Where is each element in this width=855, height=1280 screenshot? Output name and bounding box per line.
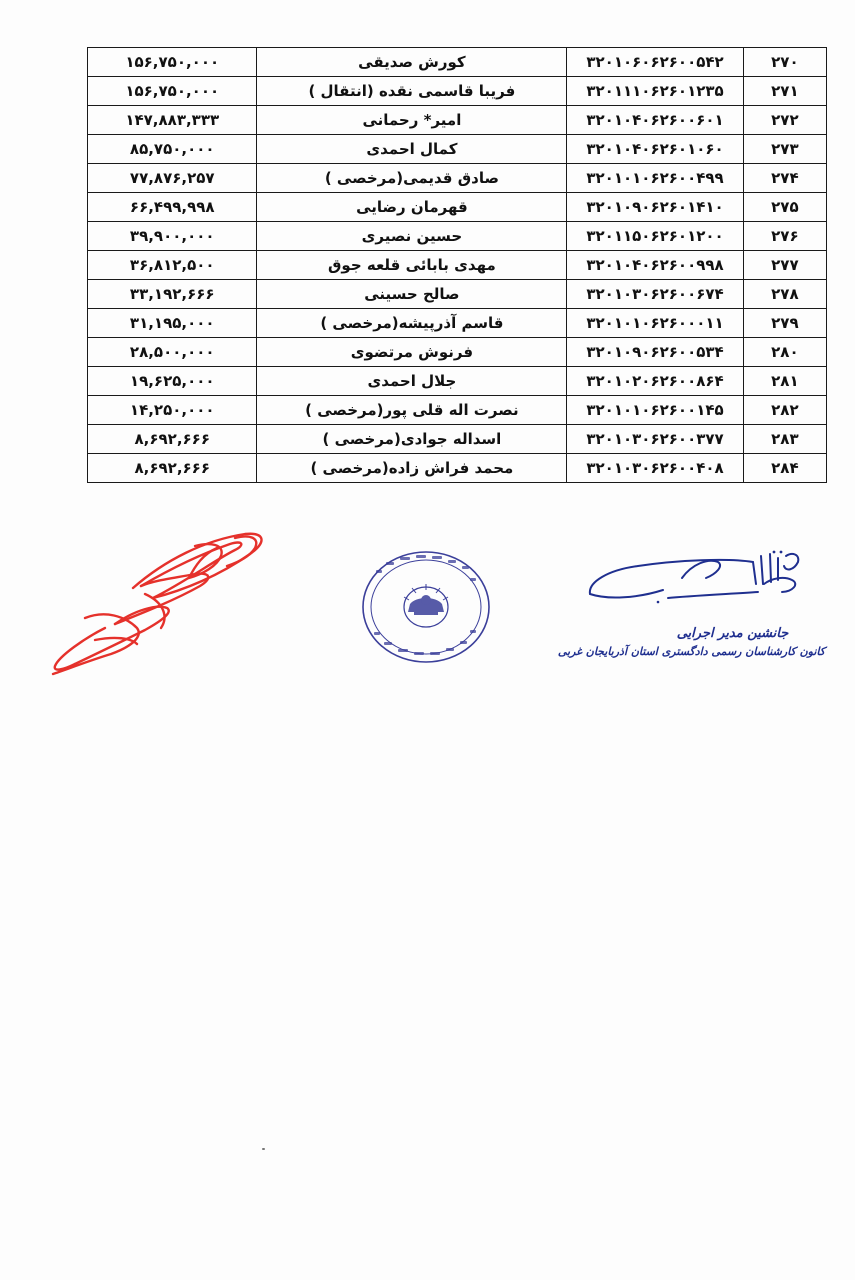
table-row [88,222,827,251]
amount-cell: ۳۱,۱۹۵,۰۰۰ [88,309,257,338]
code-cell: ۳۲۰۱۰۱۰۶۲۶۰۰۱۴۵ [567,396,743,425]
code-cell: ۳۲۰۱۱۱۰۶۲۶۰۱۲۳۵ [567,77,743,106]
row-number-cell: ۲۷۴ [743,164,826,193]
amount-cell: ۳۹,۹۰۰,۰۰۰ [88,222,257,251]
table-row [88,425,827,454]
table-row [88,396,827,425]
amount-cell: ۳۳,۱۹۲,۶۶۶ [88,280,257,309]
table-row [88,367,827,396]
row-number-cell: ۲۷۷ [743,251,826,280]
amount-cell: ۱۵۶,۷۵۰,۰۰۰ [88,77,257,106]
table-row [88,251,827,280]
amount-cell: ۸۵,۷۵۰,۰۰۰ [88,135,257,164]
amount-cell: ۲۸,۵۰۰,۰۰۰ [88,338,257,367]
name-cell: فرنوش مرتضوی [257,338,567,367]
amount-cell: ۷۷,۸۷۶,۲۵۷ [88,164,257,193]
code-cell: ۳۲۰۱۰۴۰۶۲۶۰۰۶۰۱ [567,106,743,135]
code-cell: ۳۲۰۱۰۹۰۶۲۶۰۱۴۱۰ [567,193,743,222]
code-cell: ۳۲۰۱۰۳۰۶۲۶۰۰۳۷۷ [567,425,743,454]
name-cell: اسداله جوادی(مرخصی ) [257,425,567,454]
name-cell: قاسم آذرپیشه(مرخصی ) [257,309,567,338]
name-cell: محمد فراش زاده(مرخصی ) [257,454,567,483]
row-number-cell: ۲۷۰ [743,48,826,77]
official-seal-icon [356,548,496,666]
table-row [88,48,827,77]
amount-cell: ۸,۶۹۲,۶۶۶ [88,425,257,454]
table-row [88,193,827,222]
table-row [88,135,827,164]
code-cell: ۳۲۰۱۰۶۰۶۲۶۰۰۵۴۲ [567,48,743,77]
row-number-cell: ۲۷۲ [743,106,826,135]
table-row [88,77,827,106]
name-cell: امیر* رحمانی [257,106,567,135]
amount-cell: ۱۴,۲۵۰,۰۰۰ [88,396,257,425]
code-cell: ۳۲۰۱۰۱۰۶۲۶۰۰۰۱۱ [567,309,743,338]
row-number-cell: ۲۷۸ [743,280,826,309]
table-row [88,309,827,338]
row-number-cell: ۲۷۳ [743,135,826,164]
name-cell: نصرت اله قلی پور(مرخصی ) [257,396,567,425]
code-cell: ۳۲۰۱۰۴۰۶۲۶۰۱۰۶۰ [567,135,743,164]
row-number-cell: ۲۸۴ [743,454,826,483]
name-cell: مهدی بابائی قلعه جوق [257,251,567,280]
name-cell: کورش صدیقی [257,48,567,77]
amount-cell: ۱۵۶,۷۵۰,۰۰۰ [88,48,257,77]
roster-table [87,47,827,483]
name-cell: فریبا قاسمی نقده (انتقال ) [257,77,567,106]
amount-cell: ۶۶,۴۹۹,۹۹۸ [88,193,257,222]
code-cell: ۳۲۰۱۰۴۰۶۲۶۰۰۹۹۸ [567,251,743,280]
table-row [88,106,827,135]
code-cell: ۳۲۰۱۱۵۰۶۲۶۰۱۲۰۰ [567,222,743,251]
code-cell: ۳۲۰۱۰۱۰۶۲۶۰۰۴۹۹ [567,164,743,193]
row-number-cell: ۲۷۹ [743,309,826,338]
name-cell: قهرمان رضایی [257,193,567,222]
row-number-cell: ۲۷۶ [743,222,826,251]
name-cell: صادق قدیمی(مرخصی ) [257,164,567,193]
table-row [88,454,827,483]
red-signature-icon [45,520,270,680]
signature-text-block [557,626,825,658]
name-cell: کمال احمدی [257,135,567,164]
code-cell: ۳۲۰۱۰۳۰۶۲۶۰۰۴۰۸ [567,454,743,483]
row-number-cell: ۲۸۲ [743,396,826,425]
signature-org-line: کانون کارشناسان رسمی دادگستری استان آذربایجان غربی [557,645,825,658]
scan-speck [262,1148,265,1150]
row-number-cell: ۲۸۱ [743,367,826,396]
code-cell: ۳۲۰۱۰۹۰۶۲۶۰۰۵۳۴ [567,338,743,367]
signature-title-line: جانشین مدیر اجرایی [676,626,789,641]
table-row [88,338,827,367]
row-number-cell: ۲۸۰ [743,338,826,367]
amount-cell: ۱۹,۶۲۵,۰۰۰ [88,367,257,396]
roster-table-body [88,48,827,483]
amount-cell: ۱۴۷,۸۸۳,۳۳۳ [88,106,257,135]
row-number-cell: ۲۸۳ [743,425,826,454]
table-row [88,164,827,193]
name-cell: جلال احمدی [257,367,567,396]
row-number-cell: ۲۷۵ [743,193,826,222]
code-cell: ۳۲۰۱۰۳۰۶۲۶۰۰۶۷۴ [567,280,743,309]
amount-cell: ۳۶,۸۱۲,۵۰۰ [88,251,257,280]
code-cell: ۳۲۰۱۰۲۰۶۲۶۰۰۸۶۴ [567,367,743,396]
row-number-cell: ۲۷۱ [743,77,826,106]
name-cell: حسین نصیری [257,222,567,251]
name-cell: صالح حسینی [257,280,567,309]
amount-cell: ۸,۶۹۲,۶۶۶ [88,454,257,483]
table-row [88,280,827,309]
